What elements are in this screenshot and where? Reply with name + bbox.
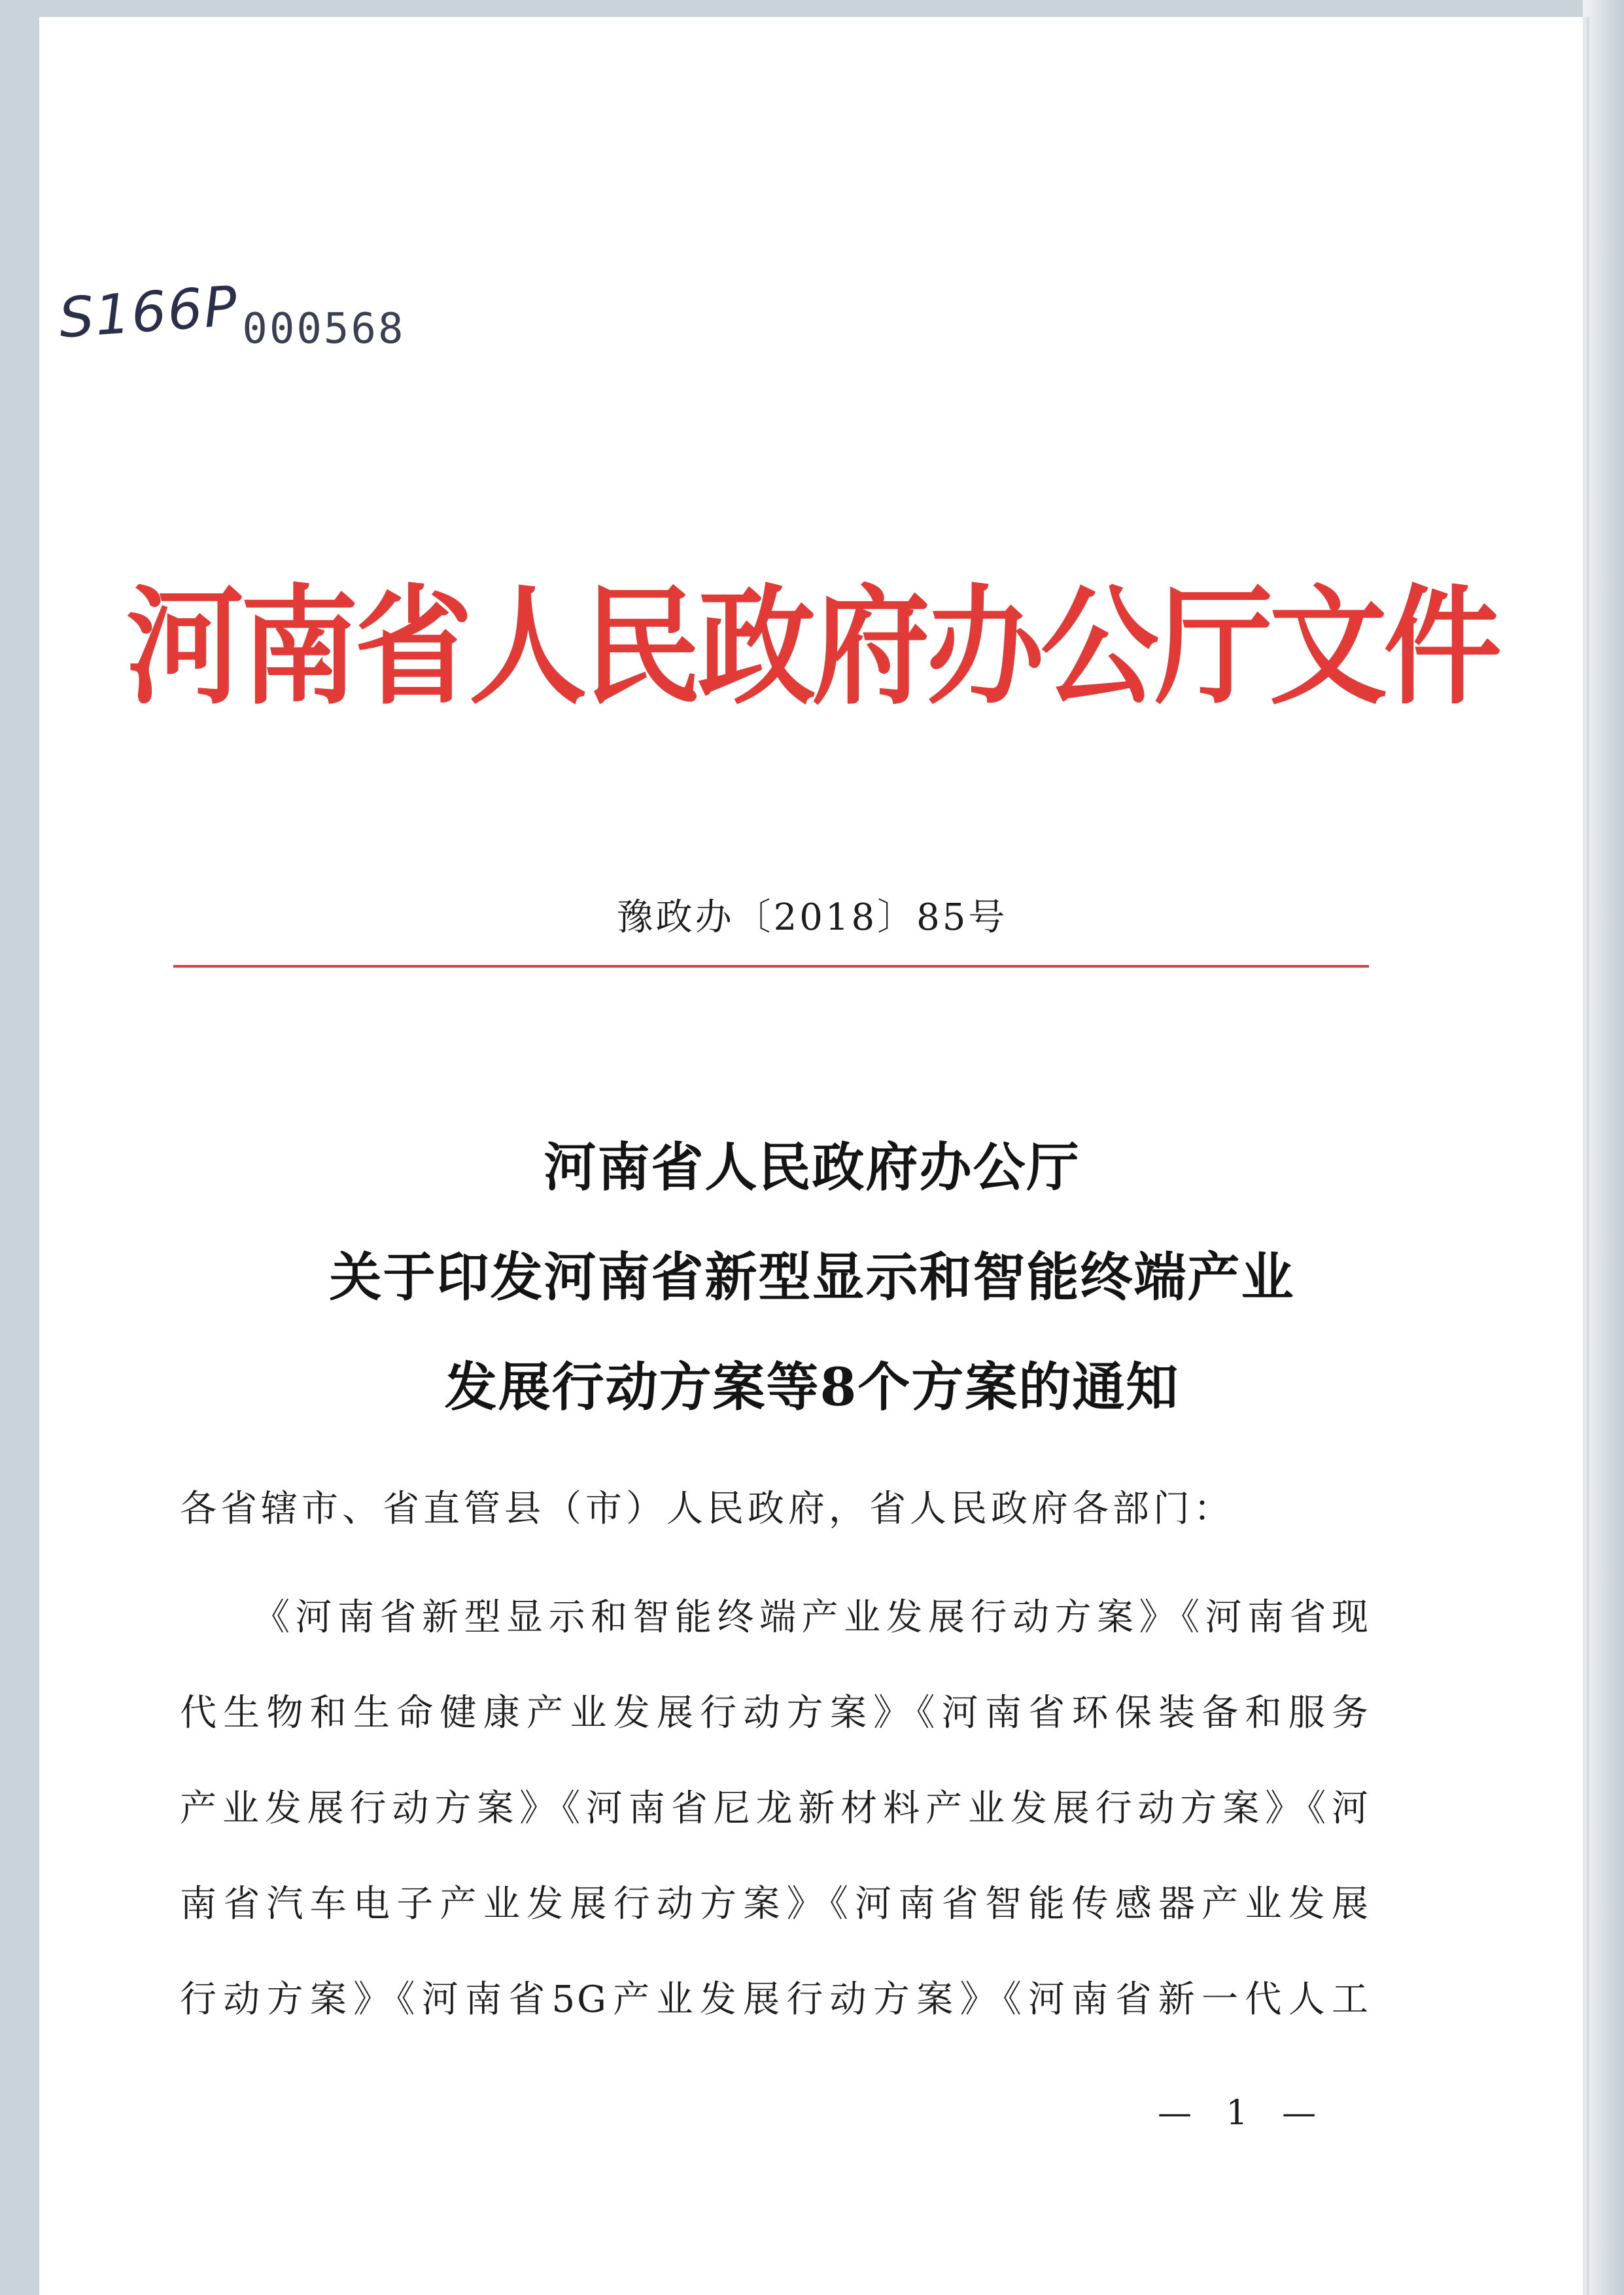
archive-code <box>56 273 406 365</box>
body-paragraph <box>180 1570 1370 2048</box>
red-separator-line <box>173 965 1369 968</box>
body-line-3: 产业发展行动方案》《河南省尼龙新材料产业发展行动方案》《河 <box>180 1787 1370 1830</box>
body-line-2: 代生物和生命健康产业发展行动方案》《河南省环保装备和服务 <box>180 1692 1370 1734</box>
page-number: — 1 — <box>1158 2094 1328 2133</box>
stamped-archive-number: 000568 <box>242 305 406 353</box>
title-line-3: 发展行动方案等8个方案的通知 <box>444 1356 1180 1418</box>
body-line-4: 南省汽车电子产业发展行动方案》《河南省智能传感器产业发展 <box>180 1883 1370 1925</box>
document-title <box>0 1112 1624 1442</box>
body-line-5: 行动方案》《河南省5G产业发展行动方案》《河南省新一代人工 <box>180 1978 1370 2021</box>
red-masthead: 河南省人民政府办公厅文件 <box>126 573 1498 722</box>
document-number: 豫政办〔2018〕85号 <box>616 896 1008 939</box>
title-line-2: 关于印发河南省新型显示和智能终端产业 <box>329 1246 1295 1308</box>
body-line-1: 《河南省新型显示和智能终端产业发展行动方案》《河南省现 <box>253 1596 1370 1639</box>
salutation: 各省辖市、省直管县（市）人民政府，省人民政府各部门： <box>180 1488 1234 1530</box>
handwritten-archive-number: S166P <box>56 273 241 351</box>
title-line-1: 河南省人民政府办公厅 <box>544 1136 1080 1198</box>
